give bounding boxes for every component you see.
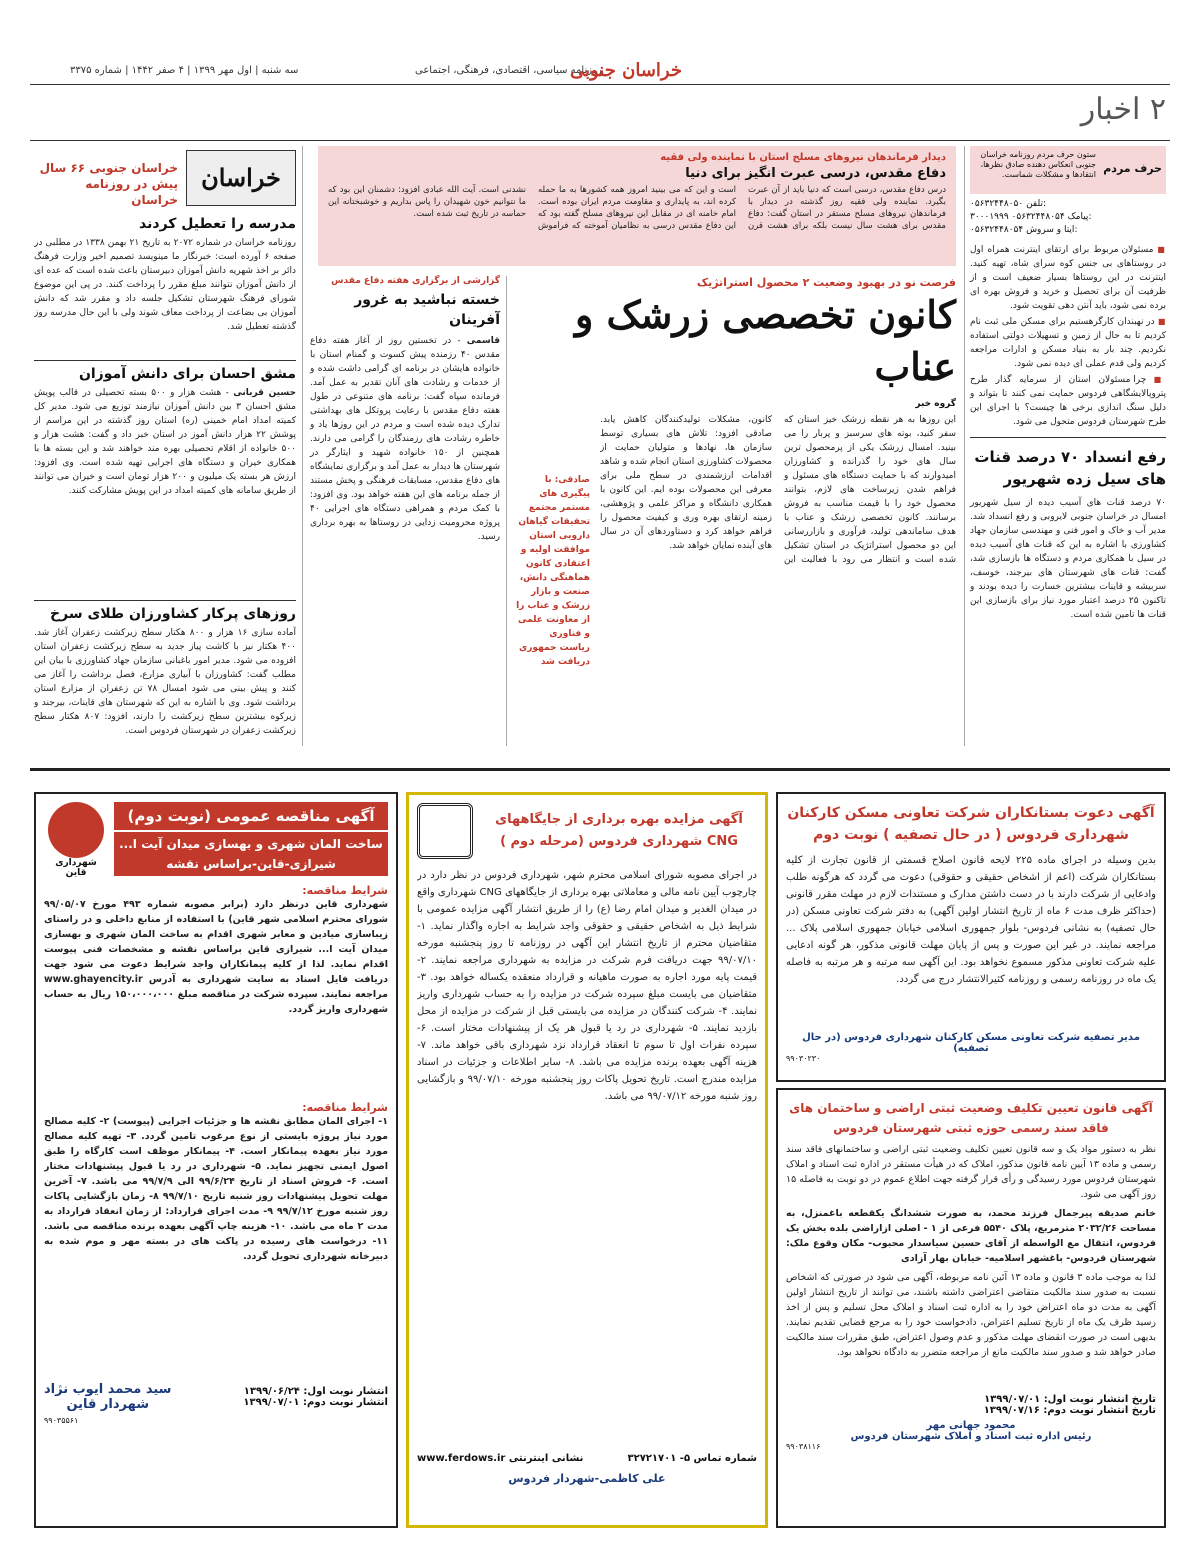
ad-ghayen-signer-title: شهردار قاین: [66, 1397, 150, 1412]
ad-coop: [776, 792, 1166, 1082]
ad-registry-code: ۹۹۰۳۸۱۱۶: [786, 1442, 821, 1451]
ad-ghayen-subtitle: ساخت المان شهری و بهسازی میدان آیت ا... شیرازی-قاین-براساس نقشه: [114, 832, 388, 876]
saffron-story: [34, 606, 296, 756]
ghayen-logo-icon: [48, 802, 104, 858]
paper-logo: خراسان جنوبی: [570, 60, 682, 81]
archive-body: روزنامه خراسان در شماره ۲۰۷۲ به تاریخ ۲۱ بهمن ۱۳۳۸ در مطلبی در صفحه ۶ آورده است: خبرنگار ما مینویسد تصمیم اخیر وزارت فرهنگ دائر بر اخذ شهریه دانش آموزان دبیرستان باعث شده است که عده ای از دانش آموزان نتوانند مبلغ مقرر را پرداخت کنند. در پی این موضوع شورای فرهنگ شهرستان تشکیل جلسه داد و مقرر شد که دانش آموزان بی بضاعت از پرداخت معاف شوند ولی با این حال مدرسه روز گذشته تعطیل شد.: [34, 238, 296, 332]
archive-masthead: خراسان: [201, 163, 281, 192]
ad-coop-body: بدین وسیله در اجرای ماده ۲۲۵ لایحه قانون اصلاح قسمتی از قانون تجارت از کلیه بستانکاران شرکت (اعم از اشخاص حقیقی و حقوقی) دعوت می گردد که هرگونه طلب وادعایی از شرکت دارند با در دست داشتن مدارک و مستندات لازم در مهلت مقرر قانونی (حداکثر ظرف مدت ۶ ماه از تاریخ انتشار اولین آگهی) به دفتر شرکت تعاونی مسکن (در حال تصفیه) به نشانی فردوس- بلوار جمهوری اسلامی خیابان جمهوری اسلامی پلاک ... مراجعه نمایند. در غیر این صورت و پس از پایان مهلت قانونی مذکور، هر گونه ادعایی علیه شرکت تعاونی مذکور مسموع نخواهد بود. این آگهی سه مرتبه و هر مرتبه به فاصله یک ماه در روزنامه رسمی و روزنامه کثیرالانتشار درج می گردد.: [786, 855, 1156, 985]
ad-ghayen-date1: ۱۳۹۹/۰۶/۲۴: [243, 1386, 300, 1397]
holy-defense-title: خسته نباشید به غرور آفرینان: [354, 292, 500, 328]
ad-registry-signer: محمود جهانی مهر: [926, 1420, 1016, 1431]
main-title: کانون تخصصی زرشک و عناب: [574, 292, 956, 389]
ad-coop-code: ۹۹۰۳۰۲۳۰: [786, 1054, 821, 1063]
feature-lead-box: [318, 146, 956, 266]
ferdows-logo-icon: [417, 803, 473, 859]
masthead-bar: [30, 60, 1170, 84]
messenger: ۰۵۶۳۲۴۴۸۰۵۴: [970, 225, 1024, 235]
ad-coop-title: آگهی دعوت بستانکاران شرکت تعاونی مسکن کارکنان شهرداری فردوس ( در حال تصفیه ) نوبت دوم: [787, 805, 1155, 843]
ad-coop-signer: مدیر تصفیه شرکت تعاونی مسکن کارکنان شهرداری فردوس (در حال تصفیه): [802, 1032, 1140, 1054]
hotline-item: ■ چرا مسئولان استان از سرمایه گذار طرح پتروپالایشگاهی فردوس حمایت نمی کنند تا بتواند و دلیل سنگ اندازی برخی ها چیست؟ با اجرای این طرح شهرستان فردوس متحول می شود.: [970, 373, 1166, 429]
ad-registry-body2: لذا به موجب ماده ۳ قانون و ماده ۱۳ آئین نامه مربوطه، آگهی می شود در صورتی که اشخاص نسبت به صدور سند مالکیت متقاضی اعتراضی داشته باشند، می توانند از تاریخ انتشار اولین آگهی به مدت دو ماه اعتراض خود را به اداره ثبت اسناد و املاک محل تسلیم و پس از اخذ رسید ظرف یک ماه از تاریخ تسلیم اعتراض، دادخواست خود را به مرجع قضایی تقدیم نمایند. بدیهی است در صورت انقضای مهلت مذکور و عدم وصول اعتراض، طبق مقررات سند مالکیت صادر خواهد شد و صدور سند مالکیت مانع از مراجعه متضرر به دادگاه نخواهد بود.: [786, 1272, 1156, 1358]
holy-defense-byline: قاسمی: [466, 336, 500, 346]
section-name: اخبار: [1080, 92, 1141, 127]
flood-body: ۷۰ درصد قنات های آسیب دیده از سیل شهریور امسال در خراسان جنوبی لایروبی و رفع انسداد شد. مدیر آب و خاک و امور فنی و مهندسی سازمان جهاد کشاورزی با اشاره به این که قنات های آسیب دیده در سیل با همکاری مردم و دستگاه ها بازسازی شد، گفت: قنات های شهرستان های بیرجند، خوسف، سربیشه و قاینات بیشترین خسارت را دیده بودند و تاکنون ۲۵ درصد اعتبار مورد نیاز برای بازسازی این قنات ها تامین شده است.: [970, 498, 1166, 620]
main-kicker: فرصت نو در بهبود وضعیت ۲ محصول استراتژیک: [696, 276, 956, 289]
ad-ghayen-title: آگهی مناقصه عمومی (نوبت دوم): [114, 802, 388, 830]
feature-title: دفاع مقدس، درسی عبرت انگیز برای دنیا: [685, 166, 946, 181]
feature-body: درس دفاع مقدس، درسی است که دنیا باید از آن عبرت بگیرد. نماینده ولی فقیه روز گذشته در دیدار با فرماندهان نیروهای مسلح مستقر در استان گفت: دفاع مقدس برای هشت سال نیست بلکه برای هشت قرن است و این که می بینید امروز همه کشورها به ما حمله کرده اند، به پایداری و مقاومت مردم ایران بوده است. امام خامنه ای در مقابل این نیروهای مسلح گفته بود که این دفاع مقدس درسی به نظامیان آموخته که فراموش نشدنی است. آیت الله عبادی افزود: دشمنان این بود که ما نتوانیم خون شهیدان را پاس بداریم و خوشبختانه این حماسه در تاریخ ثبت شده است.: [328, 185, 946, 231]
ad-ferdows-contact-label: شماره تماس ۵-: [679, 1453, 757, 1464]
ad-ferdows-web-label: نشانی اینترنتی: [508, 1453, 584, 1464]
ad-ghayen-code: ۹۹۰۳۵۵۶۱: [44, 1416, 79, 1425]
ad-ferdows-web[interactable]: www.ferdows.ir: [417, 1453, 506, 1464]
ad-registry-signer-title: رئیس اداره ثبت اسناد و املاک شهرستان فردوس: [850, 1431, 1092, 1442]
page-number: ۲: [1149, 92, 1166, 127]
ad-ghayen-body2: ۱- اجرای المان مطابق نقشه ها و جزئیات اجرایی (پیوست) ۲- کلیه مصالح مورد نیاز پروژه بایستی از نوع مرغوب تامین گردد. ۳- تهیه کلیه مصالح مورد نیاز بعهده پیمانکار است. ۴- پیمانکار موظف است کارگاه را طبق اصول ایمنی تجهیز نماید. ۵- شهرداری در رد یا قبول پیشنهادات مختار است. ۶- فروش اسناد از تاریخ ۹۹/۶/۲۴ الی ۹۹/۷/۹ می باشد. ۷- آخرین مهلت تحویل پیشنهادات روز شنبه تاریخ ۹۹/۷/۱۰ ۸- زمان بازگشایی پاکات روز شنبه مورخ ۹۹/۷/۱۲ ۹- مدت اجرای قرارداد: از زمان انعقاد قرارداد به مدت ۲ ماه می باشد. ۱۰- هزینه چاپ آگهی بعهده برنده مناقصه می باشد. ۱۱- درخواست های رسیده در پاکت های در بسته مهر و موم شده به دبیرخانه شهرداری تحویل گردد.: [44, 1116, 388, 1262]
charity-headline: مشق احسان برای دانش آموزان: [78, 366, 296, 382]
hotline-item: ■ در نهبندان کارگرهستیم برای مسکن ملی ثبت نام کردیم تا به حال از زمین و تسهیلات دولتی استفاده نکردیم. چند بار به بنیاد مسکن و ادارات مراجعه کردیم ولی قدم عملی ای دیده نمی شود.: [970, 315, 1166, 371]
issue-info: سه شنبه | اول مهر ۱۳۹۹ | ۴ صفر ۱۴۴۲ | شماره ۳۳۷۵: [70, 65, 299, 76]
ad-registry-date2-label: تاریخ انتشار نوبت دوم:: [1043, 1405, 1156, 1416]
sms-label: پیامک:: [1067, 212, 1092, 222]
hotline-tag: حرف مردم: [1103, 162, 1162, 175]
saffron-headline: روزهای پرکار کشاورزان طلای سرخ: [50, 606, 296, 622]
ad-registry-date1-label: تاریخ انتشار نوبت اول:: [1043, 1394, 1156, 1405]
paper-subtitle: روزنامه سیاسی، اقتصادی، فرهنگی، اجتماعی: [415, 65, 602, 76]
sms: ۳۰۰۰۱۹۹۹ ۰۵۶۳۲۴۴۸۰۵۴: [970, 212, 1065, 222]
main-story: [514, 276, 956, 746]
main-body: این روزها به هر نقطه زرشک خیز استان که سفر کنید، بوته های سرسبز و پربار را می بینید. امسال زرشک یکی از پرمحصول ترین سال های خود را گذرانده و کشاورزان امیدوارند که با حمایت دستگاه های مسئول و فراهم شدن زیرساخت های لازم، بتوانند محصول خود را با قیمت مناسب به فروش برسانند. کانون تخصصی زرشک و عناب با هدف ساماندهی تولید، فرآوری و بازاررسانی این دو محصول استراتژیک در استان تشکیل شده است و انتظار می رود با فعالیت این کانون، مشکلات تولیدکنندگان کاهش یابد. صادقی افزود: تلاش های بسیاری توسط سازمان ها، نهادها و متولیان حمایت از محصولات کشاورزی استان انجام شده و شاهد اقدامات ارزشمندی در سطح ملی برای معرفی این محصولات بوده ایم. این کانون با همکاری دانشگاه و مراکز علمی و پژوهشی، زمینه ارتقای بهره وری و کیفیت محصول را فراهم خواهد کرد و دستاوردهای آن در سال های آینده نمایان خواهد شد.: [600, 415, 956, 565]
ad-ghayen-section1: شرایط مناقصه:: [302, 884, 388, 897]
ad-ferdows: [406, 792, 768, 1528]
hotline-column: [970, 146, 1166, 746]
archive-headline: مدرسه را تعطیل کردند: [139, 216, 296, 232]
ad-registry-title: آگهی قانون تعیین تکلیف وضعیت ثبتی اراضی و ساختمان های فاقد سند رسمی حوزه ثبتی شهرستان فردوس: [789, 1101, 1153, 1135]
ad-registry-date1: ۱۳۹۹/۰۷/۰۱: [984, 1394, 1041, 1405]
holy-defense-kicker: گزارشی از برگزاری هفته دفاع مقدس: [331, 276, 500, 286]
ad-ghayen-body1: شهرداری قاین درنظر دارد (برابر مصوبه شماره ۴۹۳ مورخ ۹۹/۰۵/۰۷ شورای محترم اسلامی شهر قاین) با استفاده از منابع داخلی و در راستای زیباسازی میادین و معابر شهری اقدام به ساخت المان شهری و بهسازی میدان آیت ا... شیرازی قاین براساس نقشه و مشخصات فنی پیوست اقدام نماید. لذا از کلیه پیمانکاران واجد شرایط دعوت می شود جهت دریافت فایل اسناد به سایت شهرداری به آدرس www.ghayencity.ir مراجعه نمایند. سپرده شرکت در مناقصه مبلغ ۱۵۰،۰۰۰،۰۰۰ ریال به حساب شهرداری واریز گردد.: [44, 899, 388, 1015]
hotline-desc: ستون حرف مردم روزنامه خراسان جنوبی انعکاس دهنده صادق نظرها، انتقادها و مشکلات شماست.: [980, 150, 1096, 179]
ad-ghayen-logo-text: شهرداری قاین: [55, 858, 97, 878]
ad-registry: [776, 1088, 1166, 1528]
charity-story: مشق احسان برای دانش آموزان حسین قربانی - هشت هزار و ۵۰۰ بسته تحصیلی در قالب پویش مشق احسان ۳ بین دانش آموزان نیازمند توزیع می شود. مدیر کل کمیته امداد امام خمینی (ره) استان روز گذشته در این مراسم از پوشش ۲۲ هزار دانش آموز در استان خبر داد و گفت: هشت هزار و ۵۰۰ خانواده از اقلام تحصیلی بهره مند خواهند شد و این بسته ها با همکاری خیران و دستگاه های اجرایی تهیه شده است. وی افزود: ارزش هر بسته یک میلیون و ۲۰۰ هزار تومان است و خیران می توانند از طریق سامانه های کمیته امداد در این پویش مشارکت کنند.: [34, 366, 297, 496]
messenger-label: ایتا و سروش:: [1026, 225, 1078, 235]
ad-ferdows-signer: علی کاظمی-شهردار فردوس: [508, 1472, 666, 1485]
ad-ghayen-date2-label: انتشار نوبت دوم:: [303, 1397, 388, 1408]
feature-kicker: دیدار فرماندهان نیروهای مسلح استان با نماینده ولی فقیه: [660, 152, 946, 163]
ad-ferdows-body: در اجرای مصوبه شورای اسلامی محترم شهر، شهرداری فردوس در نظر دارد در چارچوب آیین نامه مالی و معاملاتی بهره برداری از جایگاههای CNG شهرداری واقع در میدان الغدیر و میدان امام رضا (ع) را از طریق انتشار آگهی مزایده عمومی با شرایط ذیل به اشخاص حقیقی و حقوقی واجد شرایط به اجاره واگذار نماید. ۱- متقاضیان محترم از تاریخ انتشار این آگهی در روزنامه تا روز پنجشنبه مورخه ۹۹/۰۷/۱۰ جهت دریافت فرم شرکت در مزایده به شهرداری مراجعه نمایند. ۲- قیمت پایه مورد اجاره به صورت ماهیانه و قرارداد منعقده یکساله خواهد بود. ۳- متقاضیان می بایست مبلغ سپرده شرکت در مزایده را به حساب شهرداری واریز نمایند. ۴- شرکت کنندگان در مزایده می بایستی قبل از شرکت در مزایده از محل بازدید نمایند. ۵- شهرداری در رد یا قبول هر یک از پیشنهادات مختار است. ۶- سپرده نفرات اول تا سوم تا انعقاد قرارداد نزد شهرداری باقی خواهد ماند. ۷- هزینه آگهی بعهده برنده مزایده می باشد. ۸- سایر اطلاعات و جزئیات در اسناد مزایده مندرج است. تاریخ تحویل پاکات روز پنجشنبه مورخه ۹۹/۰۷/۱۰ و بازگشایی روز شنبه مورخه ۹۹/۰۷/۱۲ می باشد.: [417, 870, 757, 1102]
ad-ghayen-date1-label: انتشار نوبت اول:: [303, 1386, 388, 1397]
ad-registry-highlight: خانم صدیقه پیرجمال فرزند محمد، به صورت ششدانگ یکقطعه باغمنزل، به مساحت ۲۰۳۲/۲۶ مترمربع، پلاک ۵۵۴۰ فرعی از ۱ - اصلی ازاراضی بلده بخش یک فردوس، انتقال مع الواسطه از آقای حسین سیاسدار محبوب- مکان وقوع ملک: شهرستان فردوس- باغشهر اسلامیه- خیابان بهار آزادی: [786, 1208, 1157, 1264]
saffron-body: آماده سازی ۱۶ هزار و ۸۰۰ هکتار سطح زیرکشت زعفران آغاز شد. ۴۰۰ هکتار نیز با کاشت پیاز جدید به سطح زیرکشت زعفران استان افزوده می شود. مدیر امور باغبانی سازمان جهاد کشاورزی با بیان این مطلب گفت: کشاورزان با آبیاری مزارع، فصل برداشت را آغاز می کنند و پیش بینی می شود امسال ۷۸ تن زعفران از مزارع استان برداشت شود. وی با اشاره به این که شهرستان های قاینات، بیرجند و زیرکوه بیشترین سطح زیرکشت را دارند، افزود: ۸۰۷ هکتار سطح زیرکشت زعفران در شهرستان فردوس است.: [34, 628, 296, 736]
hotline-item: ■ مسئولان مربوط برای ارتقای اینترنت همراه اول در روستاهای بی جنس کوه سرای شاه، تهیه کنید. اینترنت در این روستاها بسیار ضعیف است و از ظرفیت آن برای تحصیل و خرید و فروش بهره ای برده نمی شود، باید آنتن دهی تقویت شود.: [970, 243, 1166, 313]
ad-registry-body: نظر به دستور مواد یک و سه قانون تعیین تکلیف وضعیت ثبتی اراضی و ساختمانهای فاقد سند رسمی و ماده ۱۳ آیین نامه قانون مذکور، املاک که در هیأت مستقر در اداره ثبت اسناد و املاک شهرستان فردوس مورد رسیدگی و رأی قرار گرفته جهت اطلاع عموم در دو نوبت به فاصله ۱۵ روز آگهی می شود.: [786, 1144, 1156, 1200]
ad-ghayen-section2: شرایط مناقصه:: [302, 1101, 388, 1114]
holy-defense-body: در تخستین روز از آغاز هفته دفاع مقدس ۴۰ رزمنده پیش کسوت و گمنام استان با خانواده هایشان در برنامه ای گرامی داشت شده و از خدمات و رشادت های آنان تقدیر به عمل آمد. فرمانده سپاه گفت: برنامه های متنوعی در طول هفته دفاع مقدس با رعایت پروتکل های بهداشتی تدارک دیده شده است و مردم در این روزها یاد و خاطره رشادت های رزمندگان را گرامی می دارند. همچنین از ۱۵۰ خانواده شهید و ایثارگر در شهرستان ها دیدار به عمل آمد و برگزاری نمایشگاه های دفاع مقدس، مسابقات فرهنگی و پخش مستند از جمله برنامه های این هفته خواهد بود. وی افزود: با کمک مردم و همراهی دستگاه های اجرایی ۴۰ پروژه محرومیت زدایی در روستاها به بهره برداری رسید.: [310, 336, 501, 542]
ad-ferdows-title: آگهی مزایده بهره برداری از جایگاههای CNG شهرداری فردوس (مرحله دوم ): [495, 812, 743, 849]
archive-box: [34, 150, 296, 210]
holy-defense-story: گزارشی از برگزاری هفته دفاع مقدس خسته نباشید به غرور آفرینان قاسمی - در تخستین روز از آغاز هفته دفاع مقدس ۴۰ رزمنده پیش کسوت و گمنام استان با خانواده هایشان در برنامه ای گرامی داشت شده و از خدمات و رشادت های آنان تقدیر به عمل آمد. فرمانده سپاه گفت: برنامه های متنوعی در طول هفته دفاع مقدس با رعایت پروتکل های بهداشتی تدارک دیده شده است و مردم در این روزها یاد و خاطره رشادت های رزمندگان را گرامی می دارند. همچنین از ۱۵۰ خانواده شهید و ایثارگر در شهرستان ها دیدار به عمل آمد و برگزاری نمایشگاه های دفاع مقدس، مسابقات فرهنگی و پخش مستند از جمله برنامه های این هفته خواهد بود. وی افزود: با کمک مردم و همراهی دستگاه های اجرایی ۴۰ پروژه محرومیت زدایی در روستاها به بهره برداری رسید.: [310, 276, 501, 542]
phone-label: تلفن:: [1026, 199, 1046, 209]
main-sidebar-quote: صادقی: با پیگیری های مستمر مجتمع تحقیقات گیاهان دارویی استان موافقت اولیه و اعتقادی کانون هماهنگی دانش، صنعت و بازار زرشک و عناب را از معاونت علمی و فناوری ریاست جمهوری دریافت شد: [516, 475, 590, 667]
ad-ferdows-contact: ۳۲۷۲۱۷۰۱: [627, 1453, 677, 1464]
charity-byline: حسین قربانی: [233, 388, 296, 398]
ad-ghayen: [34, 792, 398, 1528]
archive-title: خراسان جنوبی ۶۶ سال پیش در روزنامه خراسان: [39, 161, 178, 207]
page-number-section: [1081, 92, 1166, 127]
phone: ۰۵۶۳۲۴۴۸۰۵۰: [970, 199, 1024, 209]
flood-headline: رفع انسداد ۷۰ درصد قنات های سیل زده شهریور: [974, 448, 1166, 488]
ad-ghayen-signer: سید محمد ایوب نژاد: [44, 1382, 172, 1397]
main-byline: گروه خبر: [915, 399, 956, 409]
ad-registry-date2: ۱۳۹۹/۰۷/۱۶: [983, 1405, 1040, 1416]
charity-body: هشت هزار و ۵۰۰ بسته تحصیلی در قالب پویش مشق احسان ۳ بین دانش آموزان نیازمند توزیع می شود. مدیر کل کمیته امداد امام خمینی (ره) استان روز گذشته در این مراسم از پوشش ۲۲ هزار دانش آموز در استان خبر داد و گفت: هشت هزار و ۵۰۰ خانواده از اقلام تحصیلی بهره مند خواهند شد و این بسته ها با همکاری خیران و دستگاه های اجرایی تهیه شده است. وی افزود: ارزش هر بسته یک میلیون و ۲۰۰ هزار تومان است و خیران می توانند از طریق سامانه های کمیته امداد در این پویش مشارکت کنند.: [34, 388, 297, 496]
ad-ghayen-date2: ۱۳۹۹/۰۷/۰۱: [243, 1397, 300, 1408]
archive-story: [34, 216, 296, 356]
